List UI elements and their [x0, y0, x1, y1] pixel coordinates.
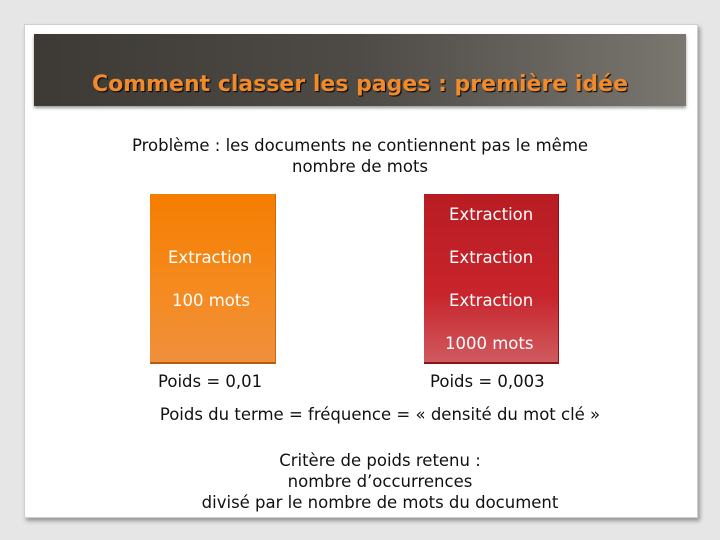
small-doc-extraction: Extraction	[168, 248, 253, 267]
large-doc-extraction-2: Extraction	[449, 248, 534, 267]
large-doc-word-count: 1000 mots	[445, 334, 534, 353]
problem-line-2: nombre de mots	[291, 157, 429, 176]
large-document-box	[424, 194, 559, 364]
weight-formula: Poids du terme = fréquence = « densité du mot clé »	[159, 405, 601, 424]
large-doc-extraction-3: Extraction	[449, 291, 534, 310]
criterion	[100, 450, 660, 513]
criterion-line-3: divisé par le nombre de mots du document	[201, 493, 559, 512]
criterion-line-2: nombre d’occurrences	[287, 472, 473, 491]
small-doc-weight: Poids = 0,01	[158, 372, 263, 391]
slide-title: Comment classer les pages : première idée	[91, 72, 629, 97]
small-document-box	[150, 194, 276, 364]
small-doc-word-count: 100 mots	[172, 291, 250, 310]
large-doc-extraction-1: Extraction	[449, 205, 534, 224]
large-doc-weight: Poids = 0,003	[430, 372, 545, 391]
criterion-line-1: Critère de poids retenu :	[279, 451, 481, 470]
problem-line-1: Problème : les documents ne contiennent pas le même	[131, 136, 589, 155]
problem-statement	[80, 135, 640, 177]
